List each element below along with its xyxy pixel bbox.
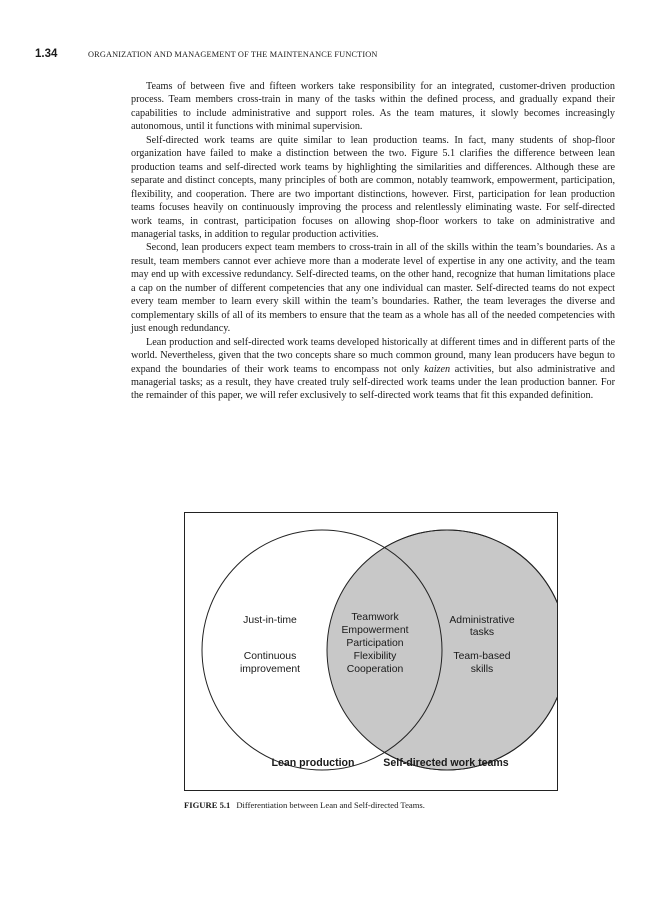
paragraph-4 (131, 336, 615, 403)
left-item-improvement: improvement (239, 664, 301, 675)
right-item-team-based: Team-based (453, 651, 511, 662)
paragraph-1: Teams of between five and fifteen workers take responsibility for an integrated, customer-driven production process. Team members cross-train in many of the tasks within the defined process, and gradually expand their capabilities to include administrative and support roles. As the team matures, it slowly becomes increasingly autonomous, until it functions with minimal supervision. (131, 81, 615, 133)
overlap-item-cooperation: Cooperation (346, 664, 404, 675)
right-item-skills: skills (470, 664, 494, 675)
overlap-item-participation: Participation (346, 638, 404, 649)
overlap-item-empowerment: Empowerment (341, 625, 409, 636)
venn-diagram (185, 513, 557, 790)
right-item-tasks: tasks (469, 627, 495, 638)
kaizen-term: kaizen (424, 363, 451, 375)
overlap-item-flexibility: Flexibility (353, 651, 397, 662)
paragraph-2: Self-directed work teams are quite similar to lean production teams. In fact, many students of shop-floor organization have failed to make a distinction between the two. Figure 5.1 clarifies the difference between lean production teams and self-directed work teams by highlighting the similarities and differences. Although these are separate and distinct concepts, many principles of both are common, notably teamwork, empowerment, participation, flexibility, and cooperation. There are two important distinctions, however. First, participation for lean production teams focuses heavily on continuously improving the process and relentlessly eliminating waste. For self-directed work teams, in contrast, participation focuses on allowing shop-floor workers to take on administrative and managerial tasks, in addition to regular production activities. (131, 134, 615, 240)
running-head: ORGANIZATION AND MANAGEMENT OF THE MAINTENANCE FUNCTION (88, 50, 378, 59)
overlap-item-teamwork: Teamwork (351, 612, 399, 623)
right-item-administrative: Administrative (449, 615, 515, 626)
body-text (131, 80, 615, 403)
figure-number: FIGURE 5.1 (184, 800, 231, 810)
page-number: 1.34 (35, 48, 58, 60)
paragraph-4-end: activities, but also administrative and managerial tasks; as a result, they have created truly self-directed work teams under the lean production banner. For the remainder of this paper, we will refer exclusively to self-directed work teams that fit this expanded definition. (131, 363, 615, 402)
paragraph-4-start: Lean production and self-directed work teams developed historically at different times and in different parts of the world. Nevertheless, given that the two concepts share so much common ground, many lean producers have begun to expand the boundaries of their work teams to encompass not only (131, 336, 615, 375)
left-item-just-in-time: Just-in-time (243, 615, 297, 626)
left-item-continuous: Continuous (243, 651, 297, 662)
self-directed-label: Self-directed work teams (383, 757, 509, 769)
paragraph-3: Second, lean producers expect team members to cross-train in all of the skills within the team’s boundaries. As a result, team members cannot ever achieve more than a moderate level of expertise in any one activity, and the team may end up with excessive redundancy. Self-directed teams, on the other hand, recognize that human limitations place a cap on the number of different competencies that any one individual can master. Self-directed teams do not expect every team member to learn every skill within the team’s boundaries. Rather, the team leverages the diverse and complementary skills of all of its members to ensure that the team as a whole has all of the needed competencies with just enough redundancy. (131, 242, 615, 335)
figure-caption (184, 800, 425, 810)
caption-text: Differentiation between Lean and Self-directed Teams. (236, 800, 425, 810)
lean-production-label: Lean production (271, 757, 355, 769)
page-header (35, 48, 635, 62)
venn-figure (184, 512, 558, 791)
